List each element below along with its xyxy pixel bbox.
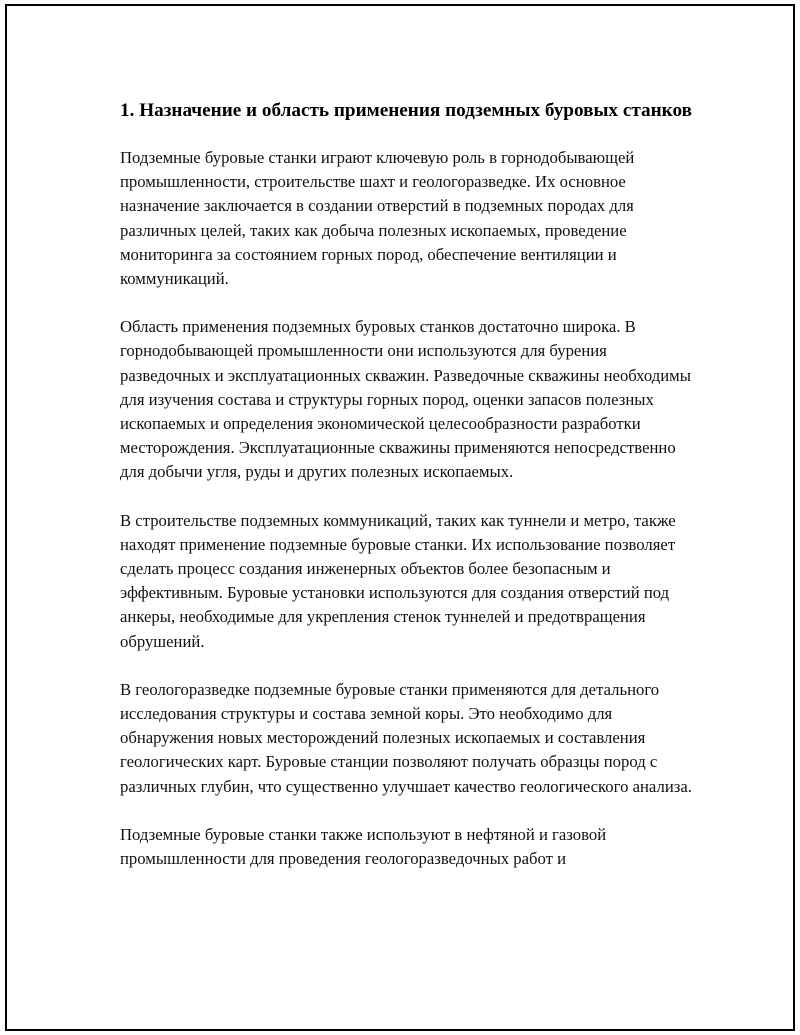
paragraph-oil-gas: Подземные буровые станки также используют в нефтяной и газовой промышленности для проведения геологоразведочных работ и [120,824,607,869]
paragraph-construction: В строительстве подземных коммуникаций, таких как туннели и метро, также находят применение подземные буровые станки. Их использование позволяет сделать процесс создания инженерных объектов более безопасным и эффективным. Буровые установки используются для создания отверстий под анкеры, необходимые для укрепления стенок туннелей и предотвращения обрушений. [120,510,676,651]
section-heading: 1. Назначение и область применения подземных буровых станков [120,100,692,121]
document-body [120,97,700,871]
paragraph-geology: В геологоразведке подземные буровые станки применяются для детального исследования структуры и состава земной коры. Это необходимо для обнаружения новых месторождений полезных ископаемых и составления геологических карт. Буровые станции позволяют получать образцы пород с различных глубин, что существенно улучшает качество геологического анализа. [120,679,692,796]
paragraph-scope: Область применения подземных буровых станков достаточно широка. В горнодобывающей промышленности они используются для бурения разведочных и эксплуатационных скважин. Разведочные скважины необходимы для изучения состава и структуры горных пород, оценки запасов полезных ископаемых и определения экономической целесообразности разработки месторождения. Эксплуатационные скважины применяются непосредственно для добычи угля, руды и других полезных ископаемых. [120,317,691,482]
paragraph-purpose: Подземные буровые станки играют ключевую роль в горнодобывающей промышленности, строительстве шахт и геологоразведке. Их основное назначение заключается в создании отверстий в подземных породах для различных целей, таких как добыча полезных ископаемых, проведение мониторинга за состоянием горных пород, обеспечение вентиляции и коммуникаций. [120,148,635,289]
page-frame [5,4,795,1031]
